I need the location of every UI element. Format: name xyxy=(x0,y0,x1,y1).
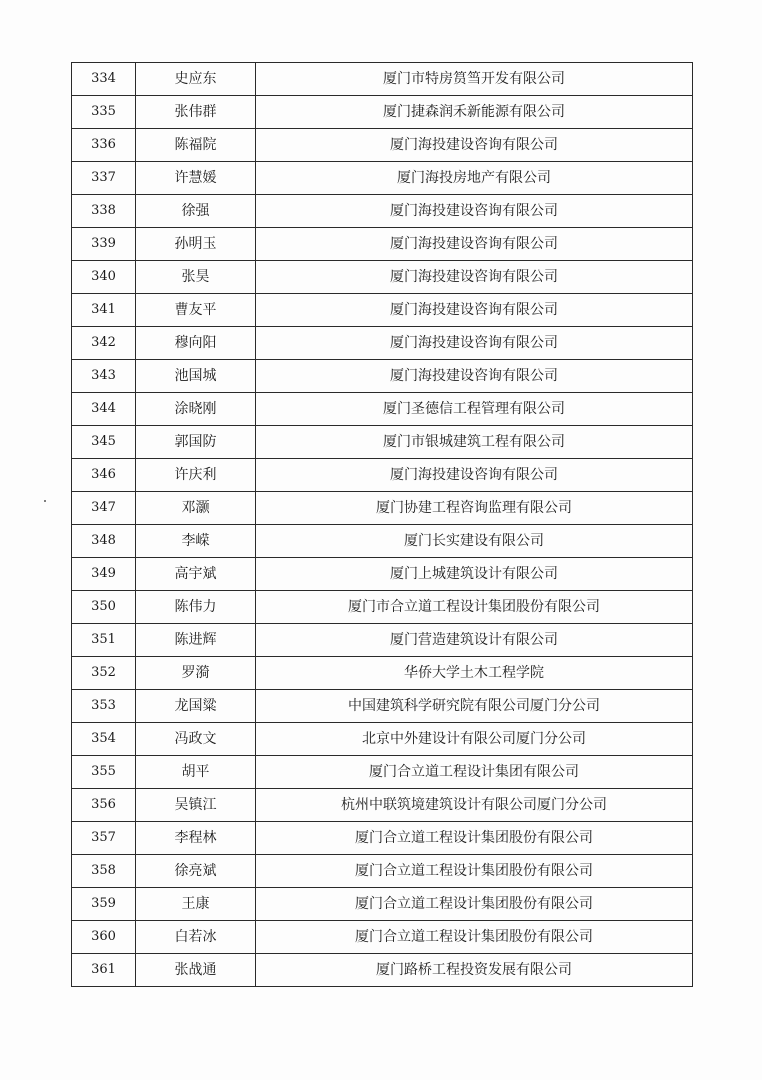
row-number-cell: 354 xyxy=(72,723,136,756)
person-name-cell: 徐亮斌 xyxy=(136,855,256,888)
table-row xyxy=(72,558,693,591)
person-name-cell: 白若冰 xyxy=(136,921,256,954)
person-name-cell: 邓灏 xyxy=(136,492,256,525)
person-name-cell: 冯政文 xyxy=(136,723,256,756)
row-number-cell: 357 xyxy=(72,822,136,855)
table-row xyxy=(72,525,693,558)
table-row xyxy=(72,294,693,327)
organization-cell: 厦门上城建筑设计有限公司 xyxy=(256,558,693,591)
table-row xyxy=(72,459,693,492)
person-name-cell: 王康 xyxy=(136,888,256,921)
table-row xyxy=(72,492,693,525)
organization-cell: 厦门合立道工程设计集团股份有限公司 xyxy=(256,888,693,921)
table-row xyxy=(72,327,693,360)
row-number-cell: 338 xyxy=(72,195,136,228)
row-number-cell: 350 xyxy=(72,591,136,624)
row-number-cell: 344 xyxy=(72,393,136,426)
table-row xyxy=(72,624,693,657)
organization-cell: 北京中外建设计有限公司厦门分公司 xyxy=(256,723,693,756)
table-row xyxy=(72,129,693,162)
organization-cell: 厦门海投房地产有限公司 xyxy=(256,162,693,195)
person-name-cell: 张昊 xyxy=(136,261,256,294)
table-row xyxy=(72,723,693,756)
row-number-cell: 356 xyxy=(72,789,136,822)
organization-cell: 厦门合立道工程设计集团股份有限公司 xyxy=(256,921,693,954)
person-name-cell: 史应东 xyxy=(136,63,256,96)
person-name-cell: 高宇斌 xyxy=(136,558,256,591)
table-row xyxy=(72,591,693,624)
organization-cell: 厦门海投建设咨询有限公司 xyxy=(256,129,693,162)
row-number-cell: 351 xyxy=(72,624,136,657)
organization-cell: 杭州中联筑境建筑设计有限公司厦门分公司 xyxy=(256,789,693,822)
organization-cell: 厦门捷森润禾新能源有限公司 xyxy=(256,96,693,129)
person-name-cell: 穆向阳 xyxy=(136,327,256,360)
table-row xyxy=(72,63,693,96)
table-row xyxy=(72,822,693,855)
table-row xyxy=(72,96,693,129)
row-number-cell: 358 xyxy=(72,855,136,888)
person-name-cell: 陈福院 xyxy=(136,129,256,162)
organization-cell: 厦门海投建设咨询有限公司 xyxy=(256,228,693,261)
row-number-cell: 359 xyxy=(72,888,136,921)
organization-cell: 厦门市银城建筑工程有限公司 xyxy=(256,426,693,459)
row-number-cell: 361 xyxy=(72,954,136,987)
person-name-cell: 许庆利 xyxy=(136,459,256,492)
person-name-cell: 池国城 xyxy=(136,360,256,393)
table-row xyxy=(72,657,693,690)
organization-cell: 厦门协建工程咨询监理有限公司 xyxy=(256,492,693,525)
row-number-cell: 343 xyxy=(72,360,136,393)
organization-cell: 厦门市特房筼筜开发有限公司 xyxy=(256,63,693,96)
table-row xyxy=(72,426,693,459)
table-row xyxy=(72,789,693,822)
organization-cell: 中国建筑科学研究院有限公司厦门分公司 xyxy=(256,690,693,723)
organization-cell: 厦门海投建设咨询有限公司 xyxy=(256,195,693,228)
row-number-cell: 341 xyxy=(72,294,136,327)
person-name-cell: 孙明玉 xyxy=(136,228,256,261)
person-name-cell: 许慧媛 xyxy=(136,162,256,195)
organization-cell: 厦门合立道工程设计集团有限公司 xyxy=(256,756,693,789)
organization-cell: 厦门海投建设咨询有限公司 xyxy=(256,261,693,294)
organization-cell: 厦门合立道工程设计集团股份有限公司 xyxy=(256,822,693,855)
table-row xyxy=(72,855,693,888)
table-row xyxy=(72,261,693,294)
person-name-cell: 陈进辉 xyxy=(136,624,256,657)
organization-cell: 厦门营造建筑设计有限公司 xyxy=(256,624,693,657)
table-row xyxy=(72,393,693,426)
row-number-cell: 349 xyxy=(72,558,136,591)
organization-cell: 厦门海投建设咨询有限公司 xyxy=(256,294,693,327)
person-name-cell: 李嵘 xyxy=(136,525,256,558)
scan-speck xyxy=(44,500,46,502)
person-name-cell: 李程林 xyxy=(136,822,256,855)
organization-cell: 厦门海投建设咨询有限公司 xyxy=(256,327,693,360)
person-name-cell: 郭国防 xyxy=(136,426,256,459)
row-number-cell: 353 xyxy=(72,690,136,723)
person-name-cell: 陈伟力 xyxy=(136,591,256,624)
organization-cell: 厦门海投建设咨询有限公司 xyxy=(256,360,693,393)
table-row xyxy=(72,756,693,789)
row-number-cell: 346 xyxy=(72,459,136,492)
row-number-cell: 347 xyxy=(72,492,136,525)
organization-cell: 华侨大学土木工程学院 xyxy=(256,657,693,690)
organization-cell: 厦门圣德信工程管理有限公司 xyxy=(256,393,693,426)
person-name-cell: 张战通 xyxy=(136,954,256,987)
person-name-cell: 龙国粱 xyxy=(136,690,256,723)
table-row xyxy=(72,228,693,261)
row-number-cell: 337 xyxy=(72,162,136,195)
roster-table xyxy=(71,62,693,987)
row-number-cell: 355 xyxy=(72,756,136,789)
organization-cell: 厦门长实建设有限公司 xyxy=(256,525,693,558)
person-name-cell: 涂晓刚 xyxy=(136,393,256,426)
organization-cell: 厦门路桥工程投资发展有限公司 xyxy=(256,954,693,987)
organization-cell: 厦门市合立道工程设计集团股份有限公司 xyxy=(256,591,693,624)
row-number-cell: 360 xyxy=(72,921,136,954)
table-row xyxy=(72,921,693,954)
row-number-cell: 345 xyxy=(72,426,136,459)
row-number-cell: 336 xyxy=(72,129,136,162)
person-name-cell: 徐强 xyxy=(136,195,256,228)
row-number-cell: 339 xyxy=(72,228,136,261)
person-name-cell: 张伟群 xyxy=(136,96,256,129)
row-number-cell: 342 xyxy=(72,327,136,360)
person-name-cell: 罗漪 xyxy=(136,657,256,690)
row-number-cell: 335 xyxy=(72,96,136,129)
roster-table-body xyxy=(72,63,693,987)
table-row xyxy=(72,954,693,987)
table-row xyxy=(72,690,693,723)
organization-cell: 厦门合立道工程设计集团股份有限公司 xyxy=(256,855,693,888)
table-row xyxy=(72,195,693,228)
organization-cell: 厦门海投建设咨询有限公司 xyxy=(256,459,693,492)
row-number-cell: 340 xyxy=(72,261,136,294)
table-row xyxy=(72,162,693,195)
row-number-cell: 352 xyxy=(72,657,136,690)
person-name-cell: 胡平 xyxy=(136,756,256,789)
table-row xyxy=(72,888,693,921)
person-name-cell: 吴镇江 xyxy=(136,789,256,822)
row-number-cell: 348 xyxy=(72,525,136,558)
row-number-cell: 334 xyxy=(72,63,136,96)
table-row xyxy=(72,360,693,393)
person-name-cell: 曹友平 xyxy=(136,294,256,327)
